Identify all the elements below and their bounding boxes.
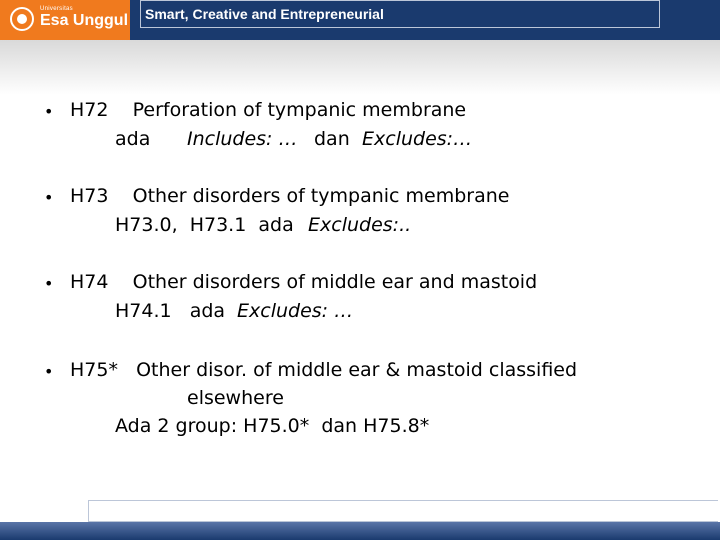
bullet-sub-italic: Excludes:… (362, 128, 473, 150)
bullet-sub: dan (314, 128, 350, 150)
logo-small-text: Universitas (40, 6, 73, 12)
bullet-heading: H75* Other disor. of middle ear & mastoid classified (70, 359, 578, 381)
footer-frame (88, 500, 718, 522)
footer-band (0, 522, 720, 540)
bullet-sub-italic: Excludes: … (237, 300, 354, 322)
bullet-icon: • (44, 362, 54, 381)
bullet-icon: • (44, 274, 54, 293)
bullet-icon: • (44, 102, 54, 121)
bullet-sub-italic: Includes: … (187, 128, 298, 150)
bullet-sub: H74.1 ada (115, 300, 226, 322)
bullet-sub: H73.0, H73.1 ada (115, 214, 294, 236)
bullet-sub: Ada 2 group: H75.0* dan H75.8* (115, 415, 430, 437)
bullet-heading: H72 Perforation of tympanic membrane (70, 99, 467, 121)
bullet-continuation: elsewhere (187, 387, 284, 409)
bullet-heading: H74 Other disorders of middle ear and mastoid (70, 271, 538, 293)
tagline: Smart, Creative and Entrepreneurial (145, 6, 384, 22)
bullet-sub: ada (115, 128, 151, 150)
bullet-icon: • (44, 188, 54, 207)
bullet-sub-italic: Excludes:.. (308, 214, 412, 236)
logo-text: Esa Unggul (40, 12, 129, 29)
bullet-heading: H73 Other disorders of tympanic membrane (70, 185, 510, 207)
